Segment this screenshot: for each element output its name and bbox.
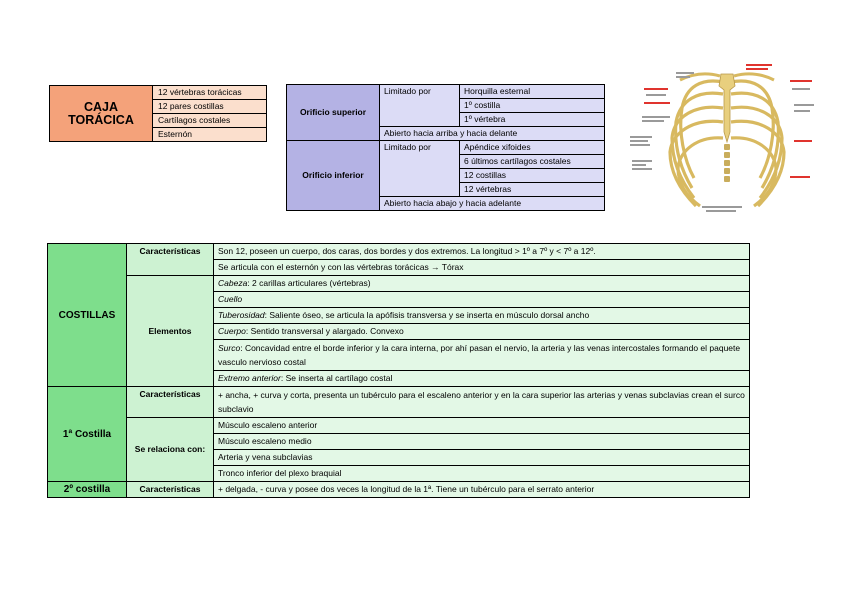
elemento-name: Cuello: [218, 294, 243, 304]
primera-costilla-title: 1ª Costilla: [48, 387, 127, 482]
elemento-row: [214, 324, 750, 340]
elemento-desc: : Concavidad entre el borde inferior y la cara interna, por ahí pasan el nervio, la arteria y las venas intercostales formando el paquete vasculo nervioso costal: [218, 343, 741, 367]
elemento-desc: : Se inserta al cartílago costal: [280, 373, 393, 383]
caja-item: 12 vértebras torácicas: [153, 86, 267, 100]
limit-item: 12 vértebras: [460, 183, 605, 197]
limit-item: 12 costillas: [460, 169, 605, 183]
elemento-name: Cabeza: [218, 278, 248, 288]
limit-item: 1º vértebra: [460, 113, 605, 127]
segunda-costilla-title: 2º costilla: [48, 482, 127, 498]
limitado-por-label: Limitado por: [380, 141, 460, 197]
limit-item: Apéndice xifoides: [460, 141, 605, 155]
elemento-name: Tuberosidad: [218, 310, 265, 320]
costillas-table: [47, 243, 750, 498]
relacion-item: Tronco inferior del plexo braquial: [214, 466, 750, 482]
caja-item: Cartílagos costales: [153, 114, 267, 128]
caja-item: Esternón: [153, 128, 267, 142]
relaciona-label: Se relaciona con:: [127, 418, 214, 482]
elemento-row: [214, 340, 750, 371]
caracteristicas-label: Características: [127, 244, 214, 276]
elemento-row: [214, 276, 750, 292]
limit-item: Horquilla esternal: [460, 85, 605, 99]
orificio-superior-title: Orificio superior: [287, 85, 380, 141]
limit-item: 6 últimos cartílagos costales: [460, 155, 605, 169]
elemento-name: Surco: [218, 343, 241, 353]
caracteristica-text: Son 12, poseen un cuerpo, dos caras, dos bordes y dos extremos. La longitud > 1º a 7º y < 7º a 12º.: [214, 244, 750, 260]
caracteristicas-label: Características: [127, 482, 214, 498]
elemento-row: [214, 292, 750, 308]
caja-toracica-title: CAJA TORÁCICA: [50, 86, 153, 142]
elemento-desc: : Sentido transversal y alargado. Convexo: [245, 326, 404, 336]
caja-toracica-table: [49, 85, 267, 142]
elemento-row: [214, 371, 750, 387]
limit-item: 1º costilla: [460, 99, 605, 113]
spine: [724, 144, 730, 182]
caja-item: 12 pares costillas: [153, 100, 267, 114]
elemento-desc: : 2 carillas articulares (vértebras): [247, 278, 371, 288]
elemento-row: [214, 308, 750, 324]
limitado-por-label: Limitado por: [380, 85, 460, 127]
caracteristica-text: + ancha, + curva y corta, presenta un tubérculo para el escaleno anterior y en la cara superior las arterias y venas subclavias crean el surco subclavio: [214, 387, 750, 418]
relacion-item: Arteria y vena subclavias: [214, 450, 750, 466]
ribcage-illustration: [622, 60, 832, 218]
orificio-open-direction: Abierto hacia abajo y hacia adelante: [380, 197, 605, 211]
costillas-title: COSTILLAS: [48, 244, 127, 387]
orificio-inferior-title: Orificio inferior: [287, 141, 380, 211]
caracteristica-text: Se articula con el esternón y con las vértebras torácicas → Tórax: [214, 260, 750, 276]
caracteristicas-label: Características: [127, 387, 214, 418]
elemento-desc: : Saliente óseo, se articula la apófisis transversa y se inserta en músculo dorsal ancho: [264, 310, 590, 320]
orificios-table: [286, 84, 605, 211]
caracteristica-text: + delgada, - curva y posee dos veces la longitud de la 1ª. Tiene un tubérculo para el serrato anterior: [214, 482, 750, 498]
relacion-item: Músculo escaleno medio: [214, 434, 750, 450]
elementos-label: Elementos: [127, 276, 214, 387]
orificio-open-direction: Abierto hacia arriba y hacia delante: [380, 127, 605, 141]
relacion-item: Músculo escaleno anterior: [214, 418, 750, 434]
elemento-name: Extremo anterior: [218, 373, 281, 383]
elemento-name: Cuerpo: [218, 326, 246, 336]
